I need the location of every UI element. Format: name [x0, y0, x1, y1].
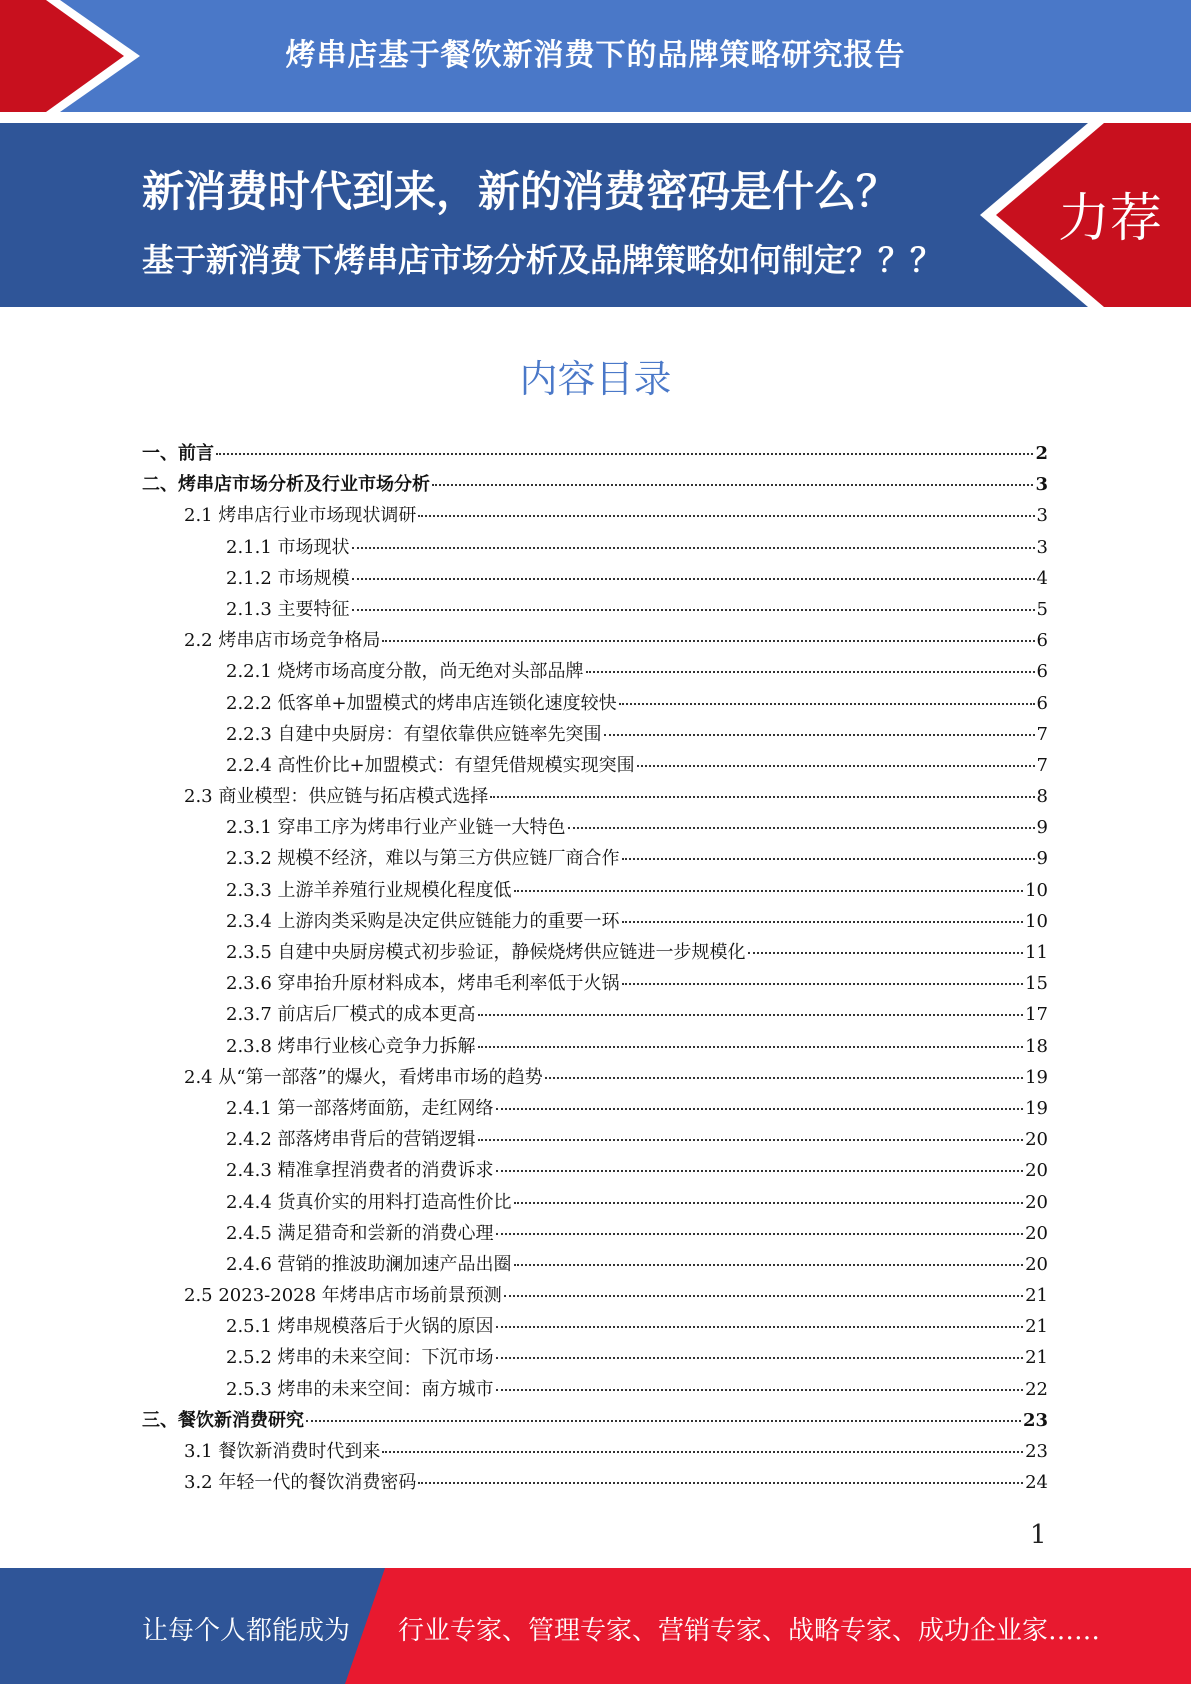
toc-dot-leader: [418, 1482, 1023, 1484]
toc-entry-page: 3: [1036, 536, 1048, 558]
footer-slogan-roles: 行业专家、管理专家、营销专家、战略专家、成功企业家……: [398, 1616, 1101, 1646]
toc-entry-label: 2.5.3 烤串的未来空间：南方城市: [226, 1378, 494, 1400]
toc-entry-label: 2.1.2 市场规模: [226, 567, 350, 589]
toc-dot-leader: [496, 1108, 1024, 1110]
toc-entry[interactable]: [142, 1156, 1048, 1187]
toc-entry[interactable]: [142, 813, 1048, 844]
toc-entry-label: 2.3.8 烤串行业核心竞争力拆解: [226, 1035, 476, 1057]
toc-entry-page: 7: [1036, 723, 1048, 745]
toc-entry[interactable]: [142, 1406, 1048, 1437]
toc-entry-page: 20: [1025, 1253, 1048, 1275]
toc-entry-label: 2.3.6 穿串抬升原材料成本，烤串毛利率低于火锅: [226, 973, 620, 995]
toc-entry[interactable]: [142, 1032, 1048, 1063]
toc-dot-leader: [352, 609, 1035, 611]
toc-entry-page: 9: [1036, 817, 1048, 839]
toc-entry[interactable]: [142, 1312, 1048, 1343]
toc-dot-leader: [496, 1389, 1024, 1391]
toc-entry[interactable]: [142, 439, 1048, 470]
toc-entry-page: 20: [1025, 1129, 1048, 1151]
toc-dot-leader: [432, 484, 1033, 486]
toc-entry[interactable]: [142, 1437, 1048, 1468]
toc-dot-leader: [490, 796, 1034, 798]
toc-dot-leader: [478, 1139, 1024, 1141]
toc-heading: 内容目录: [519, 357, 672, 401]
toc-entry-page: 3: [1036, 505, 1048, 527]
toc-entry[interactable]: [142, 564, 1048, 595]
report-header-band: [0, 0, 1191, 112]
toc-entry-label: 三、餐饮新消费研究: [142, 1409, 304, 1431]
toc-entry-label: 2.5.2 烤串的未来空间：下沉市场: [226, 1347, 494, 1369]
toc-entry-page: 18: [1025, 1035, 1048, 1057]
toc-entry-label: 2.5.1 烤串规模落后于火锅的原因: [226, 1316, 494, 1338]
toc-entry-page: 19: [1025, 1066, 1048, 1088]
toc-dot-leader: [748, 952, 1024, 954]
toc-dot-leader: [478, 1046, 1024, 1048]
toc-entry-label: 2.3.4 上游肉类采购是决定供应链能力的重要一环: [226, 910, 620, 932]
toc-dot-leader: [514, 890, 1024, 892]
toc-dot-leader: [504, 1295, 1023, 1297]
toc-entry-page: 11: [1025, 942, 1048, 963]
toc-entry-label: 3.1 餐饮新消费时代到来: [184, 1441, 381, 1462]
toc-entry-label: 2.2.1 烧烤市场高度分散，尚无绝对头部品牌: [226, 661, 584, 683]
toc-entry-label: 2.4 从“第一部落”的爆火，看烤串市场的趋势: [184, 1066, 543, 1088]
toc-entry[interactable]: [142, 1188, 1048, 1219]
toc-entry-label: 2.2.2 低客单+加盟模式的烤串店连锁化速度较快: [226, 692, 617, 714]
toc-entry[interactable]: [142, 470, 1048, 501]
toc-entry-page: 10: [1025, 910, 1048, 932]
toc-dot-leader: [478, 1014, 1024, 1016]
toc-dot-leader: [604, 734, 1035, 736]
footer-band: [0, 1568, 1191, 1684]
toc-entry-label: 3.2 年轻一代的餐饮消费密码: [184, 1472, 417, 1494]
toc-entry-label: 2.3.7 前店后厂模式的成本更高: [226, 1004, 476, 1026]
toc-entry-label: 2.4.5 满足猎奇和尝新的消费心理: [226, 1222, 494, 1244]
toc-entry-label: 2.4.3 精准拿捏消费者的消费诉求: [226, 1160, 494, 1182]
toc-entry[interactable]: [142, 1063, 1048, 1094]
toc-entry-label: 2.5 2023-2028 年烤串店市场前景预测: [184, 1285, 502, 1307]
toc-entry-label: 2.3 商业模型：供应链与拓店模式选择: [184, 786, 489, 808]
toc-entry-label: 2.3.5 自建中央厨房模式初步验证，静候烧烤供应链进一步规模化: [226, 942, 746, 963]
hero-headline: 新消费时代到来，新的消费密码是什么？: [142, 167, 899, 216]
toc-dot-leader: [514, 1202, 1024, 1204]
toc-dot-leader: [637, 765, 1035, 767]
toc-entry-page: 7: [1036, 754, 1048, 776]
toc-entry-page: 2: [1035, 443, 1048, 464]
toc-entry-page: 23: [1025, 1441, 1048, 1462]
toc-entry-label: 2.1.3 主要特征: [226, 598, 350, 620]
toc-dot-leader: [496, 1233, 1024, 1235]
table-of-contents: [142, 439, 1048, 1499]
toc-dot-leader: [382, 640, 1034, 642]
toc-dot-leader: [622, 858, 1035, 860]
toc-entry-label: 2.3.1 穿串工序为烤串行业产业链一大特色: [226, 817, 566, 839]
toc-entry-page: 5: [1036, 598, 1048, 620]
report-title: 烤串店基于餐饮新消费下的品牌策略研究报告: [285, 38, 906, 73]
toc-entry[interactable]: [142, 969, 1048, 1000]
toc-dot-leader: [622, 983, 1024, 985]
toc-entry[interactable]: [142, 501, 1048, 532]
toc-entry-label: 2.4.6 营销的推波助澜加速产品出圈: [226, 1253, 512, 1275]
toc-dot-leader: [496, 1357, 1024, 1359]
toc-entry-page: 6: [1036, 661, 1048, 683]
toc-entry-page: 4: [1036, 567, 1048, 589]
toc-entry-page: 20: [1025, 1191, 1048, 1213]
toc-entry[interactable]: [142, 720, 1048, 751]
toc-dot-leader: [496, 1326, 1024, 1328]
toc-entry-label: 2.4.2 部落烤串背后的营销逻辑: [226, 1129, 476, 1151]
toc-entry-label: 2.4.4 货真价实的用料打造高性价比: [226, 1191, 512, 1213]
toc-entry[interactable]: [142, 1250, 1048, 1281]
toc-dot-leader: [586, 671, 1035, 673]
toc-entry-label: 2.1.1 市场现状: [226, 536, 350, 558]
toc-dot-leader: [568, 827, 1035, 829]
toc-dot-leader: [622, 921, 1024, 923]
toc-entry[interactable]: [142, 1281, 1048, 1312]
toc-dot-leader: [382, 1451, 1023, 1453]
toc-entry-page: 17: [1025, 1004, 1048, 1026]
toc-entry[interactable]: [142, 1094, 1048, 1125]
toc-dot-leader: [545, 1077, 1023, 1079]
toc-entry-label: 2.4.1 第一部落烤面筋，走红网络: [226, 1097, 494, 1119]
page-number: 1: [1030, 1520, 1047, 1550]
toc-entry-page: 19: [1025, 1097, 1048, 1119]
recommend-badge: 力荐: [1058, 189, 1163, 249]
toc-entry[interactable]: [142, 938, 1048, 969]
toc-entry-page: 9: [1036, 848, 1048, 870]
footer-slogan-lead: 让每个人都能成为: [142, 1616, 351, 1646]
toc-entry-page: 15: [1025, 973, 1048, 995]
toc-entry-label: 2.1 烤串店行业市场现状调研: [184, 505, 417, 527]
toc-entry[interactable]: [142, 1000, 1048, 1031]
toc-dot-leader: [216, 453, 1033, 455]
toc-entry-page: 10: [1025, 879, 1048, 901]
toc-entry-label: 一、前言: [142, 443, 214, 464]
toc-entry-page: 6: [1036, 630, 1048, 652]
toc-entry-page: 21: [1025, 1316, 1048, 1338]
toc-entry-page: 24: [1025, 1472, 1048, 1494]
toc-dot-leader: [352, 578, 1035, 580]
toc-entry[interactable]: [142, 657, 1048, 688]
toc-entry-label: 2.2 烤串店市场竞争格局: [184, 630, 381, 652]
toc-entry[interactable]: [142, 626, 1048, 657]
toc-entry-page: 23: [1022, 1409, 1048, 1431]
toc-dot-leader: [619, 703, 1035, 705]
toc-entry[interactable]: [142, 782, 1048, 813]
toc-entry-page: 6: [1036, 692, 1048, 714]
toc-entry-page: 8: [1036, 786, 1048, 808]
toc-entry[interactable]: [142, 1375, 1048, 1406]
toc-entry[interactable]: [142, 751, 1048, 782]
toc-dot-leader: [352, 547, 1035, 549]
toc-entry[interactable]: [142, 844, 1048, 875]
toc-entry[interactable]: [142, 907, 1048, 938]
toc-entry[interactable]: [142, 1343, 1048, 1374]
toc-entry[interactable]: [142, 1468, 1048, 1499]
toc-dot-leader: [496, 1170, 1024, 1172]
toc-entry[interactable]: [142, 876, 1048, 907]
toc-entry[interactable]: [142, 595, 1048, 626]
toc-entry-page: 20: [1025, 1160, 1048, 1182]
toc-entry-page: 21: [1025, 1285, 1048, 1307]
toc-entry-label: 二、烤串店市场分析及行业市场分析: [142, 474, 430, 496]
toc-entry-page: 3: [1035, 474, 1048, 496]
toc-entry[interactable]: [142, 1125, 1048, 1156]
toc-dot-leader: [418, 515, 1034, 517]
toc-entry[interactable]: [142, 689, 1048, 720]
toc-dot-leader: [306, 1420, 1021, 1422]
toc-entry-label: 2.2.3 自建中央厨房：有望依靠供应链率先突围: [226, 723, 602, 745]
toc-entry-page: 21: [1025, 1347, 1048, 1369]
toc-entry-page: 20: [1025, 1222, 1048, 1244]
toc-entry[interactable]: [142, 533, 1048, 564]
toc-entry[interactable]: [142, 1219, 1048, 1250]
toc-dot-leader: [514, 1264, 1024, 1266]
toc-entry-label: 2.3.3 上游羊养殖行业规模化程度低: [226, 879, 512, 901]
toc-entry-page: 22: [1025, 1378, 1048, 1400]
toc-entry-label: 2.3.2 规模不经济，难以与第三方供应链厂商合作: [226, 848, 620, 870]
hero-subheadline: 基于新消费下烤串店市场分析及品牌策略如何制定？？？: [142, 241, 943, 279]
toc-entry-label: 2.2.4 高性价比+加盟模式：有望凭借规模实现突围: [226, 754, 635, 776]
